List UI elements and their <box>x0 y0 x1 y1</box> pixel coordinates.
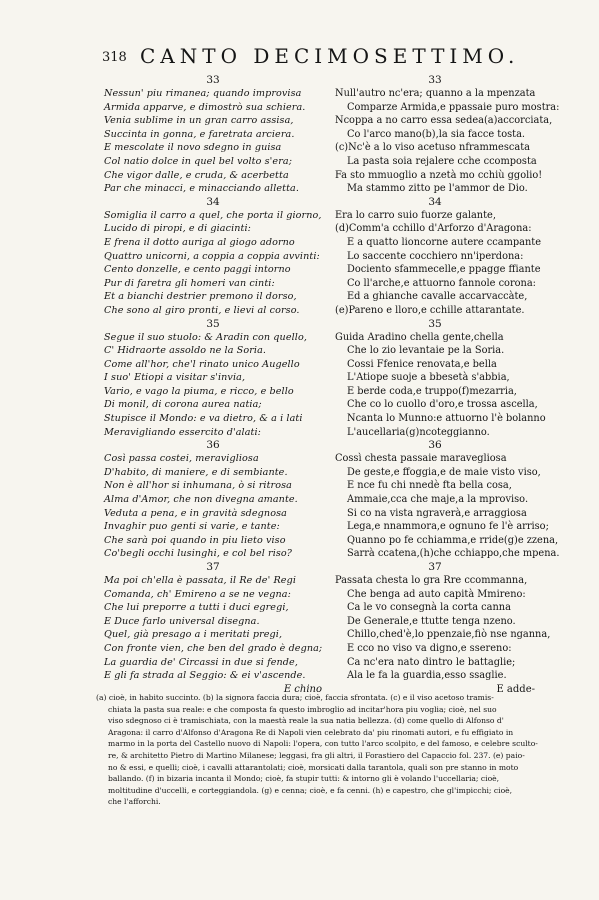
right-column <box>335 74 560 696</box>
verse-line: Sarrà ccatena,(h)che cchiappo,che mpena. <box>347 548 560 560</box>
verse-line: Lo saccente cocchiero nn'iperdona: <box>347 250 524 262</box>
verse-line: E nce fu chi nnedè fta bella cosa, <box>347 480 512 492</box>
stanza <box>335 195 542 318</box>
verse-line: Cento donzelle, e cento paggi intorno <box>104 264 291 276</box>
verse-line: La guardia de' Circassi in due si fende, <box>104 656 298 668</box>
footnote-line: ballando. (f) in bizaria incanta il Mondo; cioè, fa stupir tutti: & intorno gli è volando l'uccellaria; cioè, <box>108 774 500 784</box>
verse-line: Invaghir puo genti si varie, e tante: <box>104 521 280 533</box>
footnote-line: viso sdegnoso ci è tramischiata, con la maestà reale la sua natia bellezza. (d) come quello di Alfonso d' <box>108 716 504 726</box>
verse-line: La pasta soia rejalere cche ccomposta <box>347 155 537 167</box>
verse-line: Comparze Armida,e ppassaie puro mostra: <box>347 101 560 113</box>
stanza-number: 34 <box>428 195 442 208</box>
verse-line: Come all'hor, che'l rinato unico Augello <box>104 358 300 370</box>
verse-line: Cossì chesta passaie maraveglіosa <box>335 453 507 465</box>
verse-line: Co l'arco mano(b),la sia facce tosta. <box>347 128 526 140</box>
verse-line: (e)Pareno e lloro,e cchille attarantate. <box>335 304 525 316</box>
verse-line: Cossi Ffenice renovata,e bella <box>347 358 497 370</box>
stanza <box>104 74 322 196</box>
verse-line: E berde coda,e truppo(f)mezarria, <box>347 385 517 397</box>
footnote-line: marmo in la porta del Castello nuovo di Napoli: l'opera, con tutto l'arco scolpito, e del famoso, e celebre scultо- <box>108 739 538 749</box>
stanza <box>104 196 322 318</box>
verse-line: Pur di faretra gli homeri van cinti: <box>104 277 275 289</box>
stanza <box>335 561 551 683</box>
verse-line: Co ll'arche,e attuorno fannole corona: <box>347 277 536 289</box>
verse-line: Che benga ad auto capità Mmireno: <box>347 588 526 600</box>
stanza <box>104 439 322 561</box>
page-number: 318 <box>102 50 127 65</box>
stanza <box>104 561 322 683</box>
verse-line: E gli fa strada al Seggio: & ei v'ascende. <box>104 670 306 682</box>
verse-line: Chillo,ched'è,lo ppenzaie,fiò nse nganna, <box>347 629 551 641</box>
verse-line: Che sarà poi quando in piu lieto viso <box>104 534 286 546</box>
verse-line: E mescolate il novo sdegno in guisa <box>104 142 282 154</box>
stanza-number: 33 <box>428 74 442 86</box>
verse-line: Così passa costei, meravigliosa <box>104 453 259 465</box>
stanza <box>335 439 560 561</box>
verse-line: Ed a ghianche cavalle accarvaccàte, <box>347 291 528 303</box>
footnote-line: (a) cioè, in habito succinto. (b) la signora faccia dura; cioè, faccia sfrontata. (c) e il viso acetoso tramis- <box>96 693 494 702</box>
verse-line: I suo' Etiopi a visitar s'invia, <box>104 372 246 384</box>
footnote-line: che l'afforchi. <box>108 797 161 807</box>
verse-line: Par che minacci, e minacciando alletta. <box>104 183 300 195</box>
stanza-number: 36 <box>428 439 442 452</box>
verse-line: C' Hidraorte assoldo ne la Soria. <box>104 345 267 357</box>
verse-line: Che co lo cuollo d'oro,e trossa ascella, <box>347 399 538 411</box>
verse-line: Era lo carro suio fuorze galante, <box>335 209 496 221</box>
stanza-number: 37 <box>206 561 220 573</box>
stanza <box>335 74 560 196</box>
verse-line: Con fronte vien, che ben del grado è degna; <box>104 642 323 654</box>
verse-line: Comanda, ch' Emireno a se ne vegna: <box>104 588 291 600</box>
verse-line: Et a bianchi destrier premono il dorso, <box>104 291 297 303</box>
verse-line: Fa sto mmuoglio a nzetà mo cchiù ggolio! <box>335 169 543 181</box>
verse-line: Stupisce il Mondo: e va dietro, & a i lati <box>104 413 303 425</box>
footnote-line: Aragona: il carro d'Alfonso d'Aragona Re di Napoli vien celebrato da' piu rinomati autori, e fu effigiato in <box>108 727 514 737</box>
verse-line: Ncanta lo Munno:e attuorno l'è bolanno <box>347 413 546 425</box>
verse-line: Guida Aradino chella gente,chella <box>335 331 504 343</box>
verse-line: E frena il dotto auriga al giogo adorno <box>104 236 295 248</box>
stanza <box>104 318 322 440</box>
verse-line: Meravigliando essercito d'alati: <box>104 426 261 438</box>
verse-line: Si co na vista ngraverà,e arraggiosa <box>347 507 527 519</box>
verse-line: L'aucellaria(g)ncoteggianno. <box>347 426 490 438</box>
footnote-line: chiata la pasta sua reale: e che composta fa questo imbroglio ad incitar'hora piu voglia; cioè, nel suo <box>108 704 497 714</box>
verse-line: Ncoppa a no carro essa sedea(a)accorciata, <box>335 115 553 127</box>
stanza-number: 37 <box>428 561 442 573</box>
verse-line: Che lui preporre a tutti i duci egregi, <box>104 602 289 614</box>
verse-line: Venia sublime in un gran carro assisa, <box>104 115 294 127</box>
verse-line: Quattro unicorni, a coppia a coppia avvinti: <box>104 250 320 262</box>
verse-line: Che vigor dalle, e cruda, & acerbetta <box>104 169 289 181</box>
verse-line: D'habito, di maniere, e di sembiante. <box>104 466 288 478</box>
footnote-line: moltitudine d'uccelli, e corteggiandola. (g) e cenna; cioè, e fa cenni. (h) e capestro, che gl'impicchi; cioè, <box>108 785 513 795</box>
verse-line: Ala le fa la guardia,esso ssaglie. <box>347 670 507 682</box>
verse-line: Col natio dolce in quel bel volto s'era; <box>104 155 293 167</box>
verse-line: Passata chesta lo gra Rre ccommanna, <box>335 575 528 586</box>
verse-line: Ma poi ch'ella è passata, il Re de' Regi <box>104 575 296 586</box>
verse-line: Alma d'Amor, che non divegna amante. <box>104 494 298 506</box>
footnote-line: no & essi, e quelli; cioè, i cavalli attarantolati; cioè, morsicati dalla tarantola, quali son pre stanno in moto <box>108 762 519 772</box>
footnote-line: re, & architetto Pietro di Martino Milanese; leggasi, fra gli altri, il Forastiero del Capaccio fol. 237. (e) paio- <box>108 750 525 760</box>
verse-line: Armida apparve, e dimostrò sua schiera. <box>104 101 306 113</box>
verse-line: Vario, e vago la piuma, e ricco, e bello <box>104 385 294 397</box>
verse-line: (d)Comm'a cchillo d'Arforzo d'Aragona: <box>335 223 532 235</box>
verse-line: Ma stammo zitto pe l'ammor de Dio. <box>347 183 528 195</box>
verse-line: Non è all'hor si inhumana, ò si ritrosa <box>104 480 292 492</box>
catchword: E chino <box>283 683 322 695</box>
verse-line: Che lo zio levantaie pe la Soria. <box>347 345 505 357</box>
verse-line: Ca le vo consegnà la corta canna <box>347 602 511 614</box>
verse-line: De geste,e ffoggia,e de maie visto viso, <box>347 466 541 478</box>
verse-line: L'Atiope suoje a bbesetà s'abbia, <box>347 372 510 384</box>
verse-line: Ammaie,cca che maje,a la mprovisо. <box>347 494 529 506</box>
verse-line: Ca nc'era nato dintro le battaglie; <box>347 656 516 668</box>
verse-line: Quel, già presago a i meritati pregi, <box>104 629 283 641</box>
verse-line: Null'autro nc'era; quanno a la mpenzata <box>335 88 536 99</box>
verse-line: Lega,e nnammora,e ognuno fe l'è arriso; <box>347 521 549 533</box>
verse-line: Veduta a pena, e in gravità sdegnosa <box>104 507 287 519</box>
stanza-number: 35 <box>206 317 220 330</box>
verse-line: Quanno po fe cchiamma,e rride(g)e zzena, <box>347 534 559 546</box>
footnotes <box>96 692 552 808</box>
verse-line: Segue il suo stuolo: & Aradin con quello, <box>104 331 307 343</box>
verse-line: Che sono al giro pronti, e lievi al corso. <box>104 304 300 316</box>
stanza-number: 33 <box>206 74 220 86</box>
verse-line: Di monil, di corona aurea natia; <box>104 399 262 411</box>
stanza <box>335 317 546 440</box>
verse-line: De Generale,e ttutte tenga nzeno. <box>347 615 516 627</box>
stanza-number: 34 <box>206 195 220 208</box>
verse-line: Co'begli occhi lusinghi, e col bel riso? <box>104 548 293 560</box>
left-column <box>104 74 322 696</box>
verse-line: Succinta in gonna, e faretrata arciera. <box>104 128 295 140</box>
verse-line: Lucido di piropi, e di giacinti: <box>104 223 251 235</box>
verse-line: E Duce farlo universal disegna. <box>104 615 260 627</box>
verse-line: Somiglia il carro a quel, che porta il giorno, <box>104 209 322 221</box>
running-title: CANTO DECIMOSETTIMO. <box>140 44 520 68</box>
verse-line: (c)Nc'è a lo viso acetuso nframmescata <box>335 142 530 154</box>
verse-line: Docientо sfammecelle,e ppagge ffiante <box>347 264 541 276</box>
stanza-number: 36 <box>206 439 220 452</box>
stanza-number: 35 <box>428 317 442 330</box>
catchword: E adde- <box>496 683 535 695</box>
verse-line: E a quatto lioncorne autere ccampante <box>347 236 542 248</box>
page-header <box>102 44 552 72</box>
verse-line: Nessun' piu rimanea; quando improvisa <box>104 88 302 99</box>
verse-line: E cco no viso va digno,e ssereno: <box>347 642 512 654</box>
